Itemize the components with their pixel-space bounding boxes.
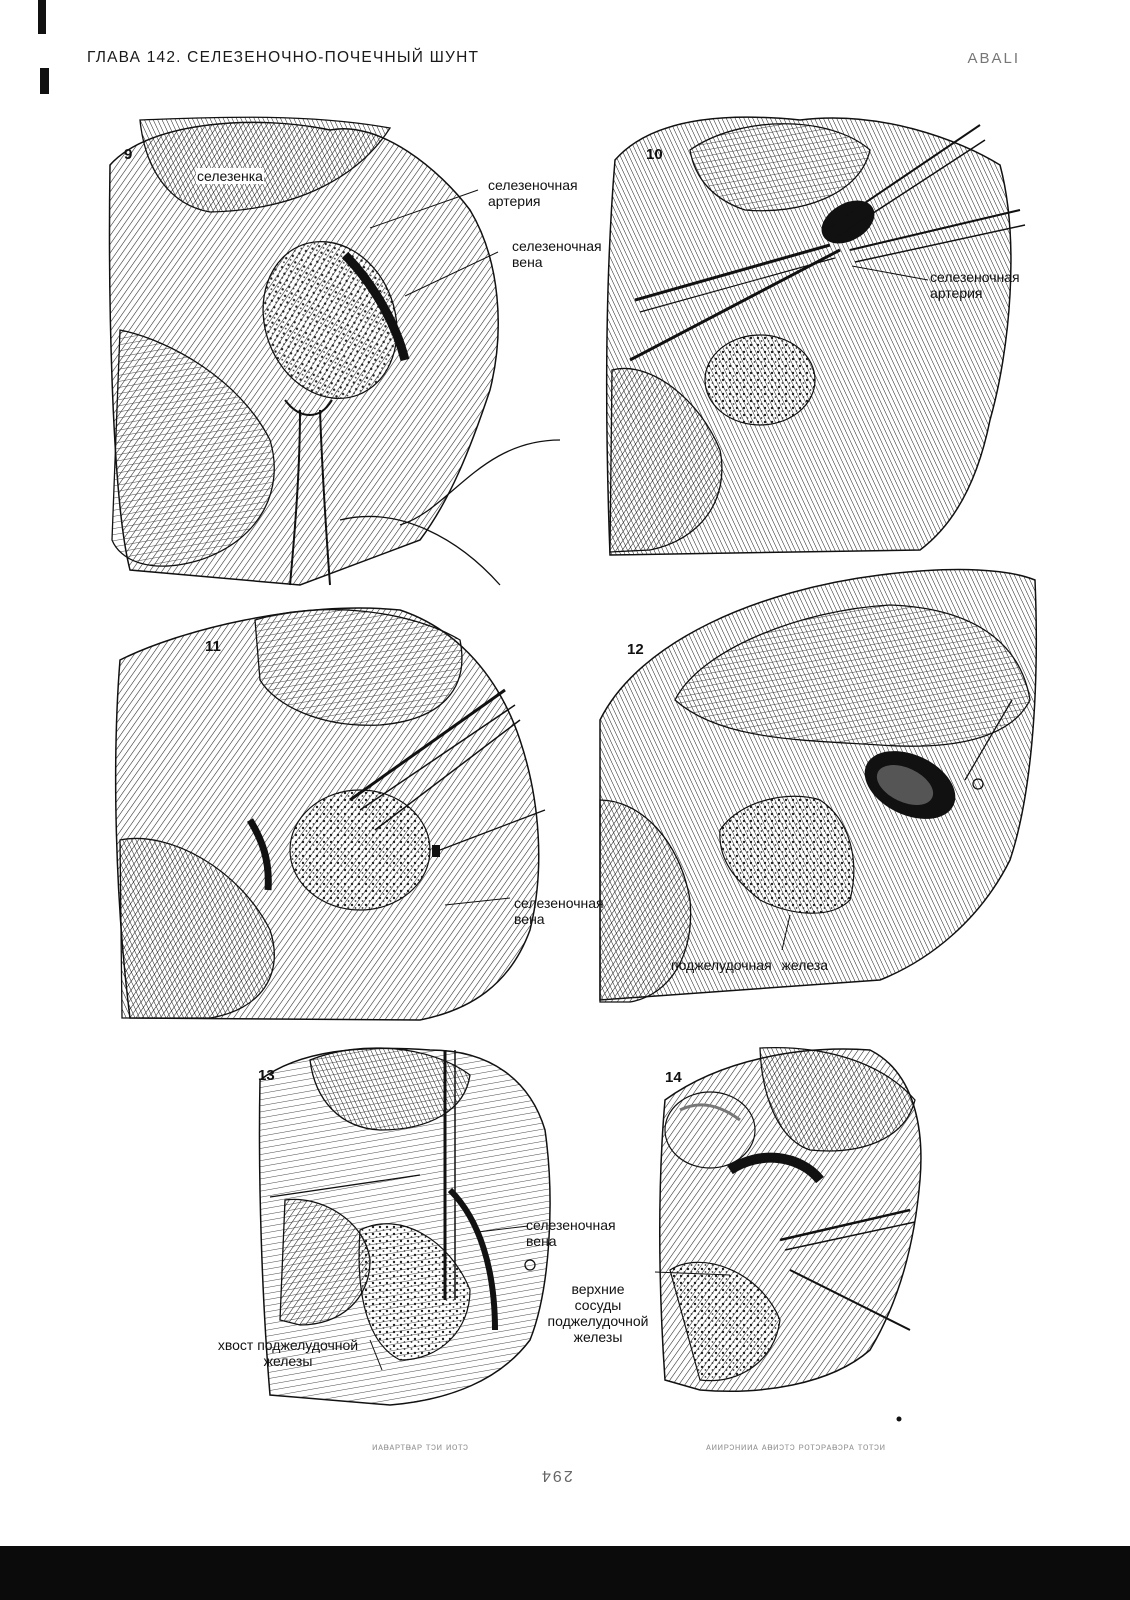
bleed-through-text-right: ᴀᴎᴎᴘɔʜᴎᴎᴀ ᴀᴃᴎɔᴛɔ ᴘᴏᴛɔᴘᴀᴃɔᴘᴀ ᴛᴏᴛɔᴎ [706,1442,886,1453]
page-number: 294 [540,1467,573,1484]
label-line-1: селезеночная [514,895,604,911]
figure-10-illustration [607,117,1025,555]
label-line-1: селезеночная [488,177,578,193]
figure-11-illustration [116,608,545,1020]
label-line-2: железы [263,1353,313,1369]
figure-14-number: 14 [665,1069,682,1086]
label-text: поджелудочная железа [671,957,829,973]
label-line-2: артерия [488,193,541,209]
figure-9-number: 9 [124,146,133,163]
figure-9-label-spleen [196,168,264,184]
scan-bottom-edge [0,1546,1130,1600]
label-line-2: вена [514,911,545,927]
figure-12-illustration [600,570,1036,1002]
label-line-2: артерия [930,285,983,301]
running-header-mark: ABALI [967,50,1020,67]
figure-13-label-splenic-vein [526,1217,616,1249]
bleed-through-text-left: ᴎᴀᴃᴀᴘᴛᴃᴀᴘ ᴛɔᴎ ᴎᴏᴛɔ [372,1442,469,1453]
figure-10-number: 10 [646,146,663,163]
label-line-1: хвост поджелудочной [217,1337,359,1353]
label-line-1: верхние [571,1281,625,1297]
label-line-2: сосуды [574,1297,622,1313]
label-line-2: вена [526,1233,557,1249]
label-line-1: селезеночная [512,238,602,254]
figure-13-label-pancreas-tail [200,1337,376,1369]
label-text: селезенка [197,168,263,184]
figure-14-label-superior-pancreatic-vessels [536,1281,660,1345]
label-line-3: поджелудочной [547,1313,649,1329]
label-line-4: железы [573,1329,623,1345]
label-line-1: селезеночная [526,1217,616,1233]
figure-10-label-splenic-artery [930,269,1020,301]
figure-9-label-splenic-artery [488,177,578,209]
figure-13-number: 13 [258,1067,275,1084]
figure-14-illustration [655,1048,921,1392]
figure-9-label-splenic-vein [512,238,602,270]
figure-11-label-splenic-vein [514,895,604,927]
figure-12-number: 12 [627,641,644,658]
chapter-title: ГЛАВА 142. СЕЛЕЗЕНОЧНО-ПОЧЕЧНЫЙ ШУНТ [87,49,480,66]
label-line-2: вена [512,254,543,270]
figure-12-label-pancreas [671,957,828,973]
figure-11-number: 11 [205,638,221,655]
label-line-1: селезеночная [930,269,1020,285]
